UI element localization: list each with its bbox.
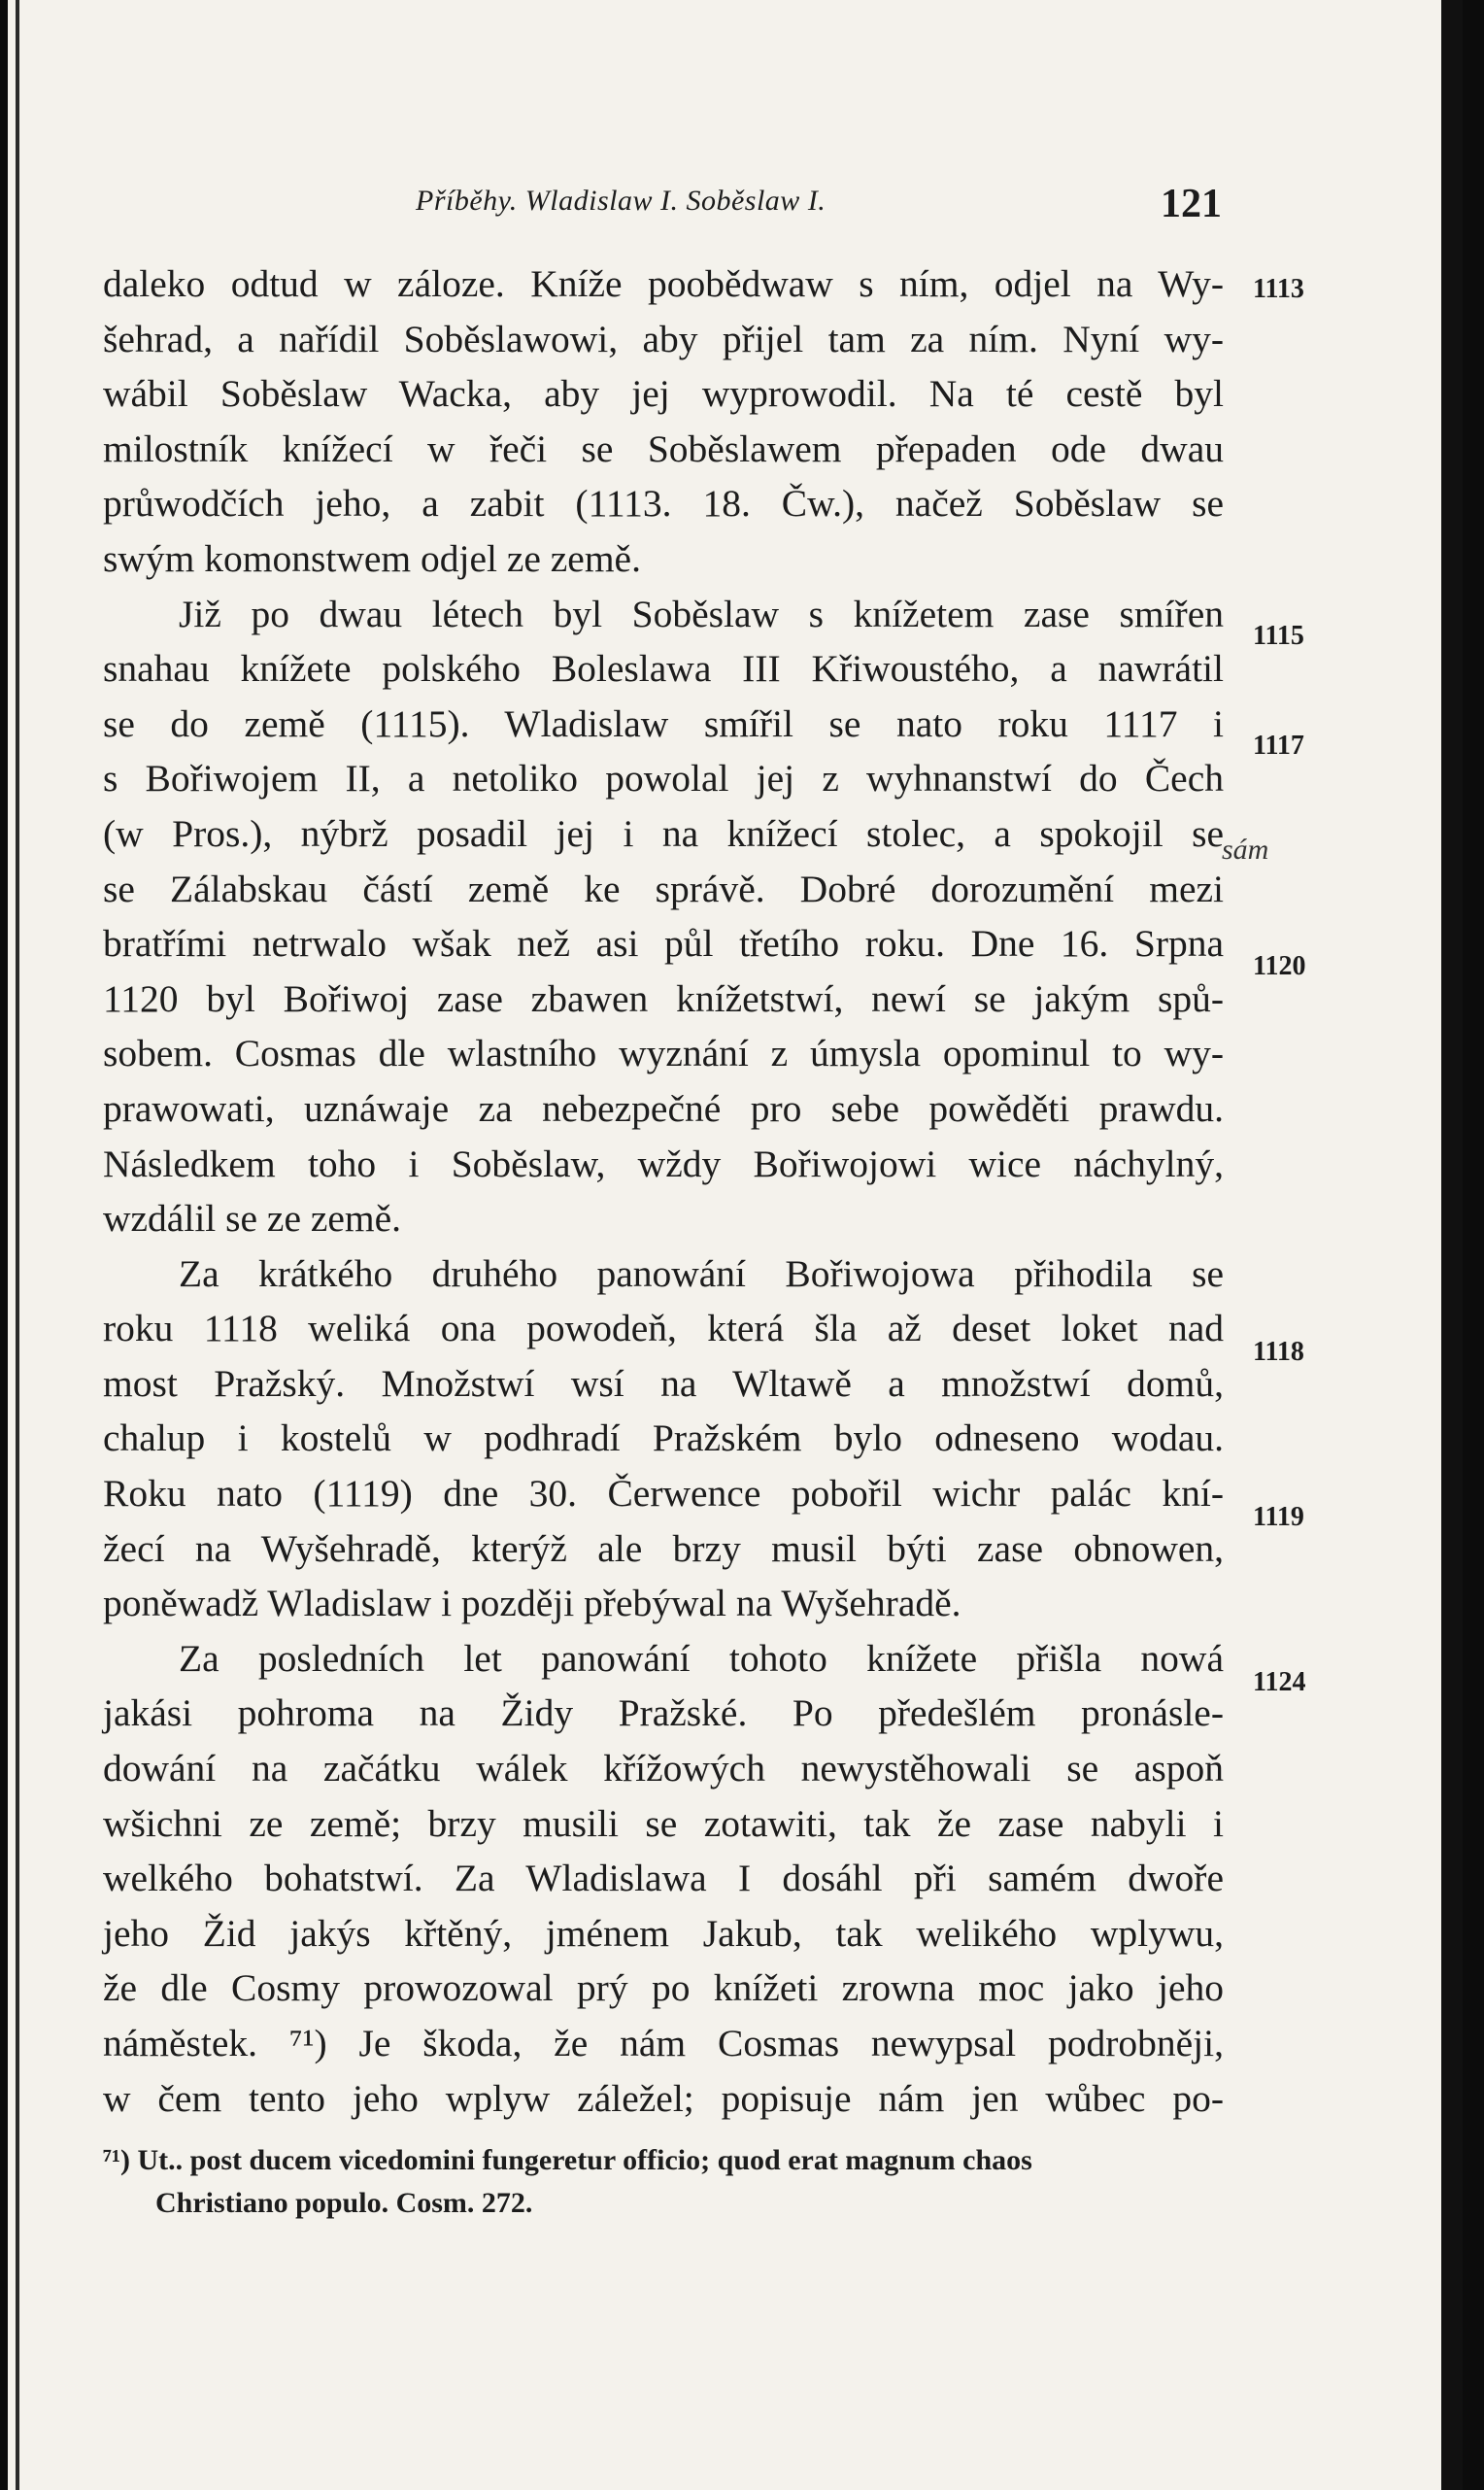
text-line: w čem tento jeho wplyw záležel; popisuje nám jen wůbec po- xyxy=(103,2076,1224,2120)
text-line: 1120 byl Bořiwoj zase zbawen knížetstwí, newí se jakým spů- xyxy=(103,976,1224,1020)
text-line: swým komonstwem odjel ze země. xyxy=(103,536,641,580)
text-line: snahau knížete polského Boleslawa III Křiwoustého, a nawrátil xyxy=(103,647,1224,691)
text-line: bratřími netrwalo wšak než asi půl třetího roku. Dne 16. Srpna xyxy=(103,922,1224,966)
text-line: daleko odtud w záloze. Kníže poobědwaw s ním, odjel na Wy- xyxy=(103,262,1224,305)
running-head: Příběhy. Wladislaw I. Soběslaw I. xyxy=(416,185,826,217)
text-line: dowání na začátku wálek křížowých newystěhowali se aspoň xyxy=(103,1747,1224,1791)
body-text xyxy=(103,256,1224,2126)
footnote xyxy=(103,2139,1224,2225)
margin-year: 1120 xyxy=(1253,951,1306,981)
book-page xyxy=(8,0,1463,2490)
margin-year: 1118 xyxy=(1253,1337,1304,1367)
page-right-shadow xyxy=(1441,0,1463,2490)
text-line: prawowati, uznáwaje za nebezpečné pro sebe powěděti prawdu. xyxy=(103,1086,1224,1130)
footnote-line: ⁷¹) Ut.. post ducem vicedomini fungeretur officio; quod erat magnum chaos xyxy=(103,2144,1032,2176)
text-line: průwodčích jeho, a zabit (1113. 18. Čw.), načež Soběslaw se xyxy=(103,482,1224,526)
margin-year: 1117 xyxy=(1253,731,1304,761)
footnote-line: Christiano populo. Cosm. 272. xyxy=(155,2187,533,2219)
margin-year: 1113 xyxy=(1253,274,1304,304)
text-line: s Bořiwojem II, a netoliko powolal jej z wyhnanstwí do Čech xyxy=(103,757,1224,801)
text-line: welkého bohatstwí. Za Wladislawa I dosáhl při samém dwoře xyxy=(103,1857,1224,1900)
handwritten-margin-note: sám xyxy=(1222,834,1269,866)
text-line: chalup i kostelů w podhradí Pražském bylo odneseno wodau. xyxy=(103,1416,1224,1460)
text-line: náměstek. ⁷¹) Je škoda, že nám Cosmas newypsal podrobněji, xyxy=(103,2022,1224,2064)
text-line: žecí na Wyšehradě, kterýž ale brzy musil býti zase obnowen, xyxy=(103,1526,1224,1570)
page-header xyxy=(416,181,1222,229)
text-line: Následkem toho i Soběslaw, wždy Bořiwojowi wice náchylný, xyxy=(103,1142,1224,1185)
text-line: wábil Soběslaw Wacka, aby jej wyprowodil. Na té cestě byl xyxy=(103,372,1224,416)
text-line: šehrad, a nařídil Soběslawowi, aby přijel tam za ním. Nyní wy- xyxy=(103,317,1224,360)
text-line: Roku nato (1119) dne 30. Čerwence pobořil wichr palác kní- xyxy=(103,1472,1224,1516)
text-line: jeho Žid jakýs křtěný, jménem Jakub, tak welikého wplywu, xyxy=(103,1911,1224,1955)
text-line: sobem. Cosmas dle wlastního wyznání z úmysla opominul to wy- xyxy=(103,1032,1224,1075)
text-line: milostník knížecí w řeči se Soběslawem přepaden ode dwau xyxy=(103,426,1224,470)
text-line: Již po dwau létech byl Soběslaw s knížetem zase smířen xyxy=(179,592,1224,635)
text-line: že dle Cosmy prowozowal prý po knížeti zrowna moc jako jeho xyxy=(103,1966,1224,2010)
text-line: jakási pohroma na Židy Pražské. Po předešlém pronásle- xyxy=(103,1691,1224,1735)
text-line: wšichni ze země; brzy musili se zotawiti, tak že zase nabyli i xyxy=(103,1801,1224,1845)
margin-year: 1115 xyxy=(1253,621,1304,651)
margin-year: 1124 xyxy=(1253,1667,1306,1697)
text-line: se do země (1115). Wladislaw smířil se nato roku 1117 i xyxy=(103,701,1224,745)
text-line: most Pražský. Množstwí wsí na Wltawě a množstwí domů, xyxy=(103,1361,1224,1405)
margin-year: 1119 xyxy=(1253,1502,1304,1532)
page-edge-shadow xyxy=(16,0,19,2490)
text-line: (w Pros.), nýbrž posadil jej i na knížecí stolec, a spokojil se xyxy=(103,811,1224,855)
page-number: 121 xyxy=(1161,182,1222,226)
text-line: poněwadž Wladislaw i později přebýwal na Wyšehradě. xyxy=(103,1582,961,1625)
text-line: se Zálabskau částí země ke správě. Dobré dorozumění mezi xyxy=(103,867,1224,910)
text-line: Za posledních let panowání tohoto knížete přišla nowá xyxy=(179,1636,1224,1680)
text-line: roku 1118 weliká ona powodeň, která šla až deset loket nad xyxy=(103,1307,1224,1350)
text-line: wzdálil se ze země. xyxy=(103,1197,402,1241)
text-line: Za krátkého druhého panowání Bořiwojowa přihodila se xyxy=(179,1251,1224,1295)
